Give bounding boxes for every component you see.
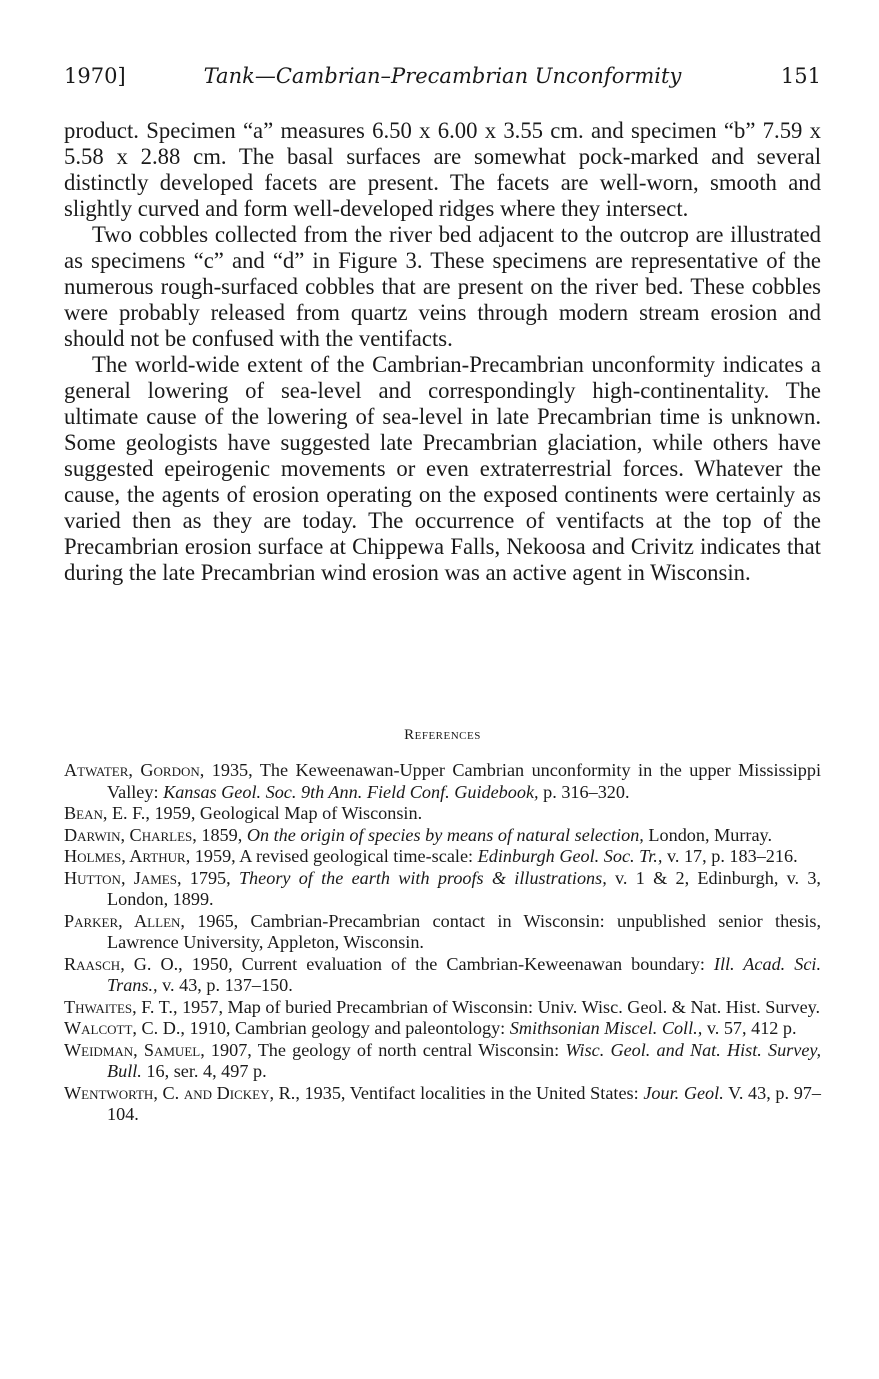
reference-author: Raasch, G. O.,: [64, 953, 183, 974]
reference-italic: Jour. Geol.: [643, 1082, 724, 1103]
references-heading-text: References: [404, 727, 481, 743]
reference-author: Wentworth, C. and Dickey, R.,: [64, 1082, 300, 1103]
reference-text: v. 17, p. 183–216.: [662, 846, 798, 866]
reference-italic: On the origin of species by means of natural selection,: [246, 824, 644, 845]
reference-italic: Smithsonian Miscel. Coll.,: [509, 1018, 703, 1038]
reference-text: 1959, Geological Map of Wisconsin.: [149, 803, 423, 823]
reference-entry: [64, 1018, 821, 1040]
reference-entry: [64, 803, 821, 825]
reference-text: London, Murray.: [643, 824, 772, 845]
reference-entry: [64, 954, 821, 997]
reference-text: 1965, Cambrian-Precambrian contact in Wisconsin: unpublished senior thesis, Lawrence University, Appleton, Wisconsin.: [107, 910, 822, 952]
references-list: [64, 760, 821, 1126]
reference-text: 1910, Cambrian geology and paleontology:: [184, 1018, 510, 1038]
reference-text: 1959, A revised geological time-scale:: [190, 846, 478, 866]
reference-author: Hutton, James,: [64, 867, 182, 888]
running-title: Tank—Cambrian–Precambrian Unconformity: [203, 64, 682, 88]
reference-entry: [64, 911, 821, 954]
reference-entry: [64, 1083, 821, 1126]
page-header: [64, 60, 821, 92]
reference-italic: Edinburgh Geol. Soc. Tr.,: [477, 846, 663, 866]
reference-text: 1950, Current evaluation of the Cambrian-Keweenawan boundary:: [182, 953, 714, 974]
paragraph: product. Specimen “a” measures 6.50 x 6.00 x 3.55 cm. and specimen “b” 7.59 x 5.58 x 2.88 cm. The basal surfaces are somewhat pock-marked and several distinctly developed facets are present. The facets are well-worn, smooth and slightly curved and form well-developed ridges where they intersect.: [64, 118, 821, 221]
reference-text: 1935, Ventifact localities in the United States:: [299, 1082, 644, 1103]
reference-author: Darwin, Charles,: [64, 824, 197, 845]
reference-entry: [64, 846, 821, 868]
reference-text: V. 43, p. 97–104.: [107, 1082, 821, 1124]
reference-text: v. 1 & 2, Edinburgh, v. 3, London, 1899.: [107, 867, 821, 909]
reference-text: 1957, Map of buried Precambrian of Wisconsin: Univ. Wisc. Geol. & Nat. Hist. Survey.: [177, 996, 821, 1017]
reference-author: Parker, Allen,: [64, 910, 185, 931]
reference-text: 1859,: [196, 824, 247, 845]
reference-text: p. 316–320.: [538, 781, 630, 802]
reference-text: 1935, The Keweenawan-Upper Cambrian unconformity in the upper Mississippi Valley:: [107, 760, 822, 802]
page-number: 151: [780, 64, 821, 88]
reference-entry: [64, 760, 821, 803]
reference-italic: Ill. Acad. Sci. Trans.,: [107, 953, 821, 995]
reference-entry: [64, 825, 821, 847]
reference-entry: [64, 997, 821, 1019]
reference-entry: [64, 1040, 821, 1083]
paragraph: Two cobbles collected from the river bed adjacent to the outcrop are illustrated as specimens “c” and “d” in Figure 3. These specimens are representative of the numerous rough-surfaced cobbles that are present on the river bed. These cobbles were probably released from quartz veins through modern stream erosion and should not be confused with the ventifacts.: [64, 222, 821, 351]
reference-text: 1795,: [181, 867, 239, 888]
header-year: 1970]: [64, 64, 126, 88]
body-text: [64, 118, 821, 586]
reference-author: Walcott, C. D.,: [64, 1018, 185, 1038]
reference-text: v. 43, p. 137–150.: [157, 975, 293, 995]
reference-author: Thwaites, F. T.,: [64, 996, 178, 1017]
reference-author: Weidman, Samuel,: [64, 1039, 205, 1060]
reference-italic: Kansas Geol. Soc. 9th Ann. Field Conf. Guidebook,: [163, 781, 539, 802]
references-heading: [64, 727, 821, 744]
reference-text: 1907, The geology of north central Wisconsin:: [204, 1039, 566, 1060]
reference-author: Holmes, Arthur,: [64, 846, 191, 866]
paragraph: The world-wide extent of the Cambrian-Precambrian unconformity indicates a general lowering of sea-level and correspondingly high-continentality. The ultimate cause of the lowering of sea-level in late Precambrian time is unknown. Some geologists have suggested late Precambrian glaciation, while others have suggested epeirogenic movements or even extraterrestrial forces. Whatever the cause, the agents of erosion operating on the exposed continents were certainly as varied then as they are today. The occurrence of ventifacts at the top of the Precambrian erosion surface at Chippewa Falls, Nekoosa and Crivitz indicates that during the late Precambrian wind erosion was an active agent in Wisconsin.: [64, 352, 821, 585]
reference-entry: [64, 868, 821, 911]
reference-text: v. 57, 412 p.: [702, 1018, 797, 1038]
reference-author: Atwater, Gordon,: [64, 760, 205, 780]
reference-text: 16, ser. 4, 497 p.: [141, 1061, 267, 1081]
reference-italic: Theory of the earth with proofs & illustrations,: [238, 867, 607, 888]
reference-italic: Wisc. Geol. and Nat. Hist. Survey, Bull.: [107, 1039, 822, 1081]
reference-author: Bean, E. F.,: [64, 803, 150, 823]
